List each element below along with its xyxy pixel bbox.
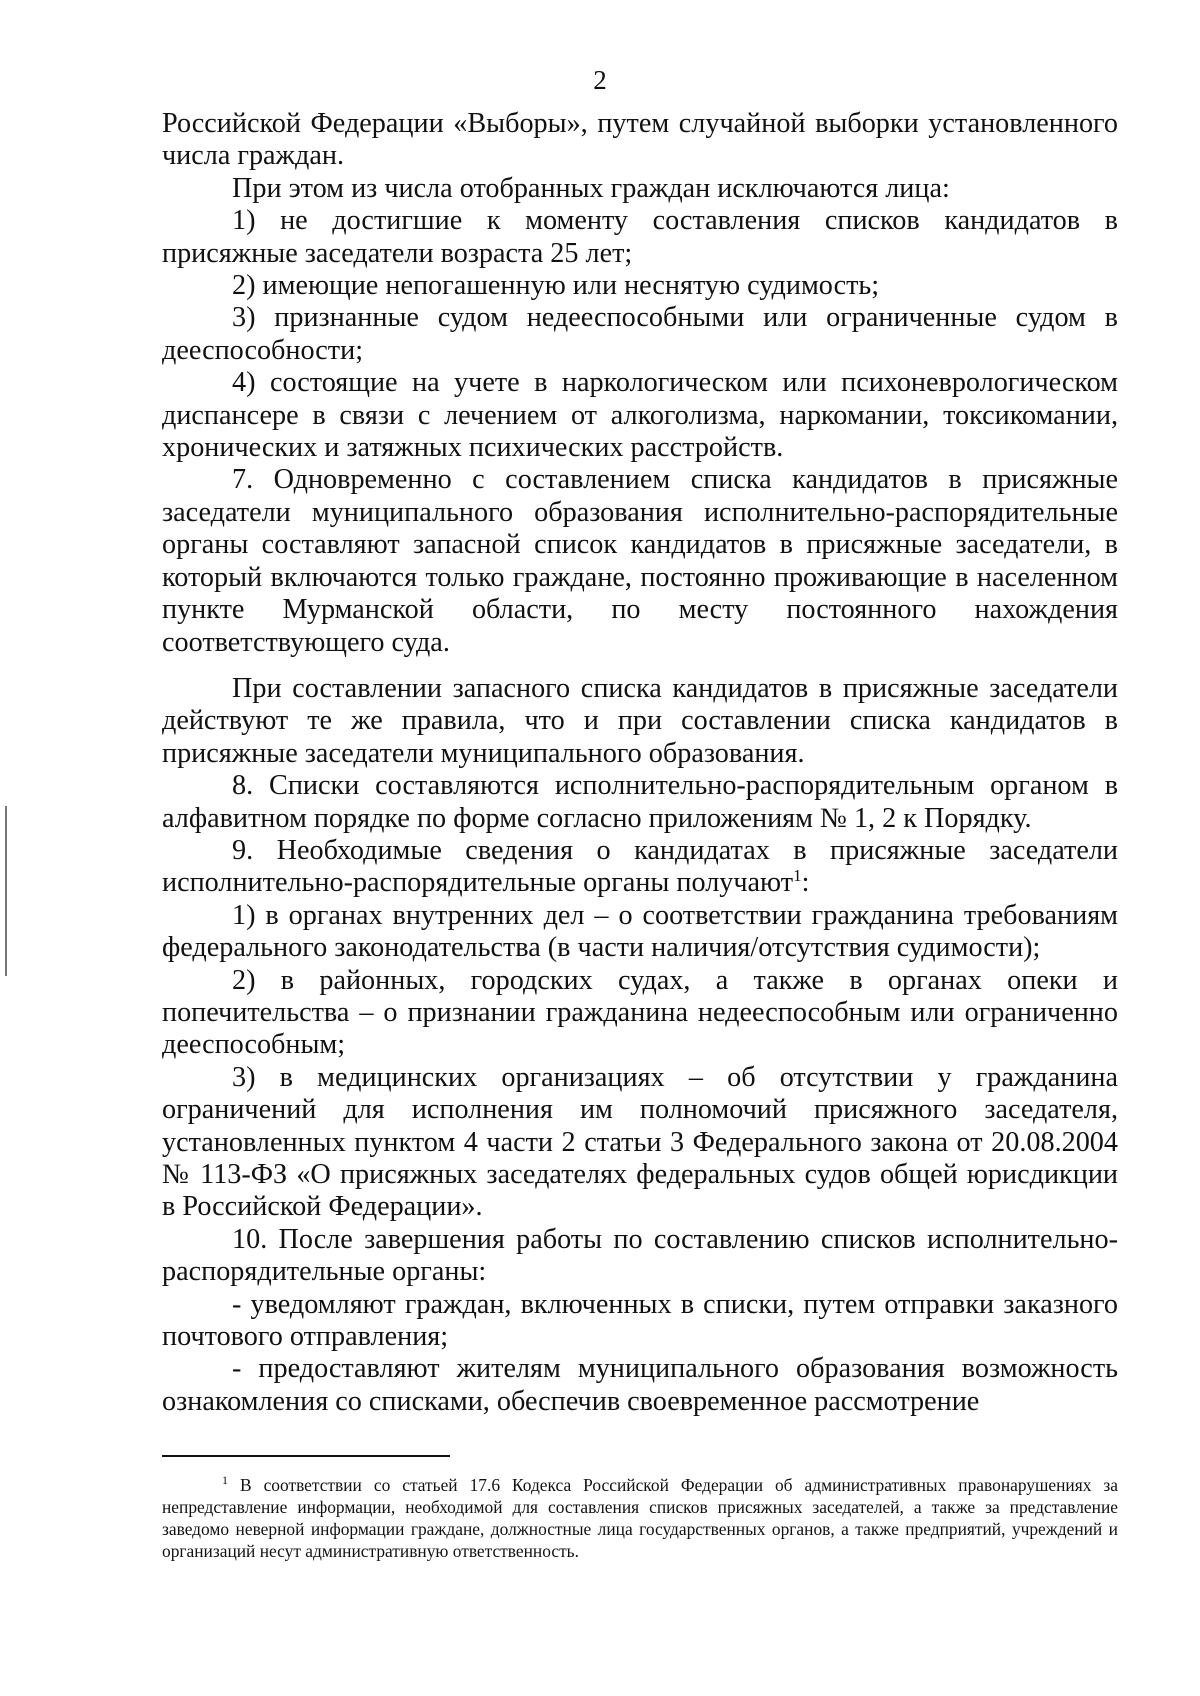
body-text xyxy=(162,108,1118,1418)
paragraph-item-10: 10. После завершения работы по составлению списков исполнительно-распорядительные органы: xyxy=(162,1223,1118,1288)
footnote-text: В соответствии со статьей 17.6 Кодекса Российской Федерации об административных правонарушениях за непредставление информации, необходимой для составления списков присяжных заседателей, а также за представление заведомо неверной информации граждане, должностные лица государственных органов, а также предприятий, учреждений и организаций несут административную ответственность. xyxy=(162,1475,1118,1561)
paragraph-item-9-colon: : xyxy=(801,867,810,899)
list-item-provide-access: - предоставляют жителям муниципального образования возможность ознакомления со списками, обеспечив своевременное рассмотрение xyxy=(162,1353,1118,1417)
paragraph-item-7: 7. Одновременно с составлением списка кандидатов в присяжные заседатели муниципального образования исполнительно-распорядительные органы составляют запасной список кандидатов в присяжные заседатели, в который включаются только граждане, постоянно проживающие в населенном пункте Мурманской области, по месту постоянного нахождения соответствующего суда. xyxy=(162,464,1118,658)
paragraph-continuation: Российской Федерации «Выборы», путем случайной выборки установленного числа граждан. xyxy=(162,108,1118,172)
list-item-conviction: 2) имеющие непогашенную или неснятую судимость; xyxy=(232,270,880,302)
paragraph-exclusions-intro: При этом из числа отобранных граждан исключаются лица: xyxy=(232,172,950,204)
footnote-separator xyxy=(162,1455,450,1457)
scan-edge-mark xyxy=(5,806,7,976)
paragraph-reserve-list-rules: При составлении запасного списка кандидатов в присяжные заседатели действуют те же правила, что и при составлении списка кандидатов в присяжные заседатели муниципального образования. xyxy=(162,672,1118,769)
footnote xyxy=(162,1474,1118,1562)
paragraph-item-8: 8. Списки составляются исполнительно-распорядительным органом в алфавитном порядке по форме согласно приложениям № 1, 2 к Порядку. xyxy=(162,770,1118,834)
paragraph-item-9-text: 9. Необходимые сведения о кандидатах в присяжные заседатели исполнительно-распорядительные органы получают xyxy=(162,834,1118,899)
footnote-marker: 1 xyxy=(222,1473,228,1487)
list-item-notify: - уведомляют граждан, включенных в списки, путем отправки заказного почтового отправления; xyxy=(162,1288,1118,1353)
list-item-incapacity: 3) признанные судом недееспособными или ограниченные судом в дееспособности; xyxy=(162,302,1118,366)
list-item-age: 1) не достигшие к моменту составления списков кандидатов в присяжные заседатели возраста 25 лет; xyxy=(162,205,1118,269)
list-item-internal-affairs: 1) в органах внутренних дел – о соответствии гражданина требованиям федерального законодательства (в части наличия/отсутствия судимости); xyxy=(162,899,1118,964)
list-item-medical: 3) в медицинских организациях – об отсутствии у гражданина ограничений для исполнения им полномочий присяжного заседателя, установленных пунктом 4 части 2 статьи 3 Федерального закона от 20.08.2004 № 113-ФЗ «О присяжных заседателях федеральных судов общей юрисдикции в Российской Федерации». xyxy=(162,1061,1118,1223)
footnote-paragraph xyxy=(162,1474,1118,1562)
page-number: 2 xyxy=(593,65,607,95)
paragraph-item-9 xyxy=(162,835,1118,900)
footnote-reference: 1 xyxy=(793,866,802,886)
list-item-courts: 2) в районных, городских судах, а также в органах опеки и попечительства – о признании гражданина недееспособным или ограниченно дееспособным; xyxy=(162,964,1118,1061)
list-item-dispensary: 4) состоящие на учете в наркологическом или психоневрологическом диспансере в связи с лечением от алкоголизма, наркомании, токсикомании, хронических и затяжных психических расстройств. xyxy=(162,367,1118,464)
